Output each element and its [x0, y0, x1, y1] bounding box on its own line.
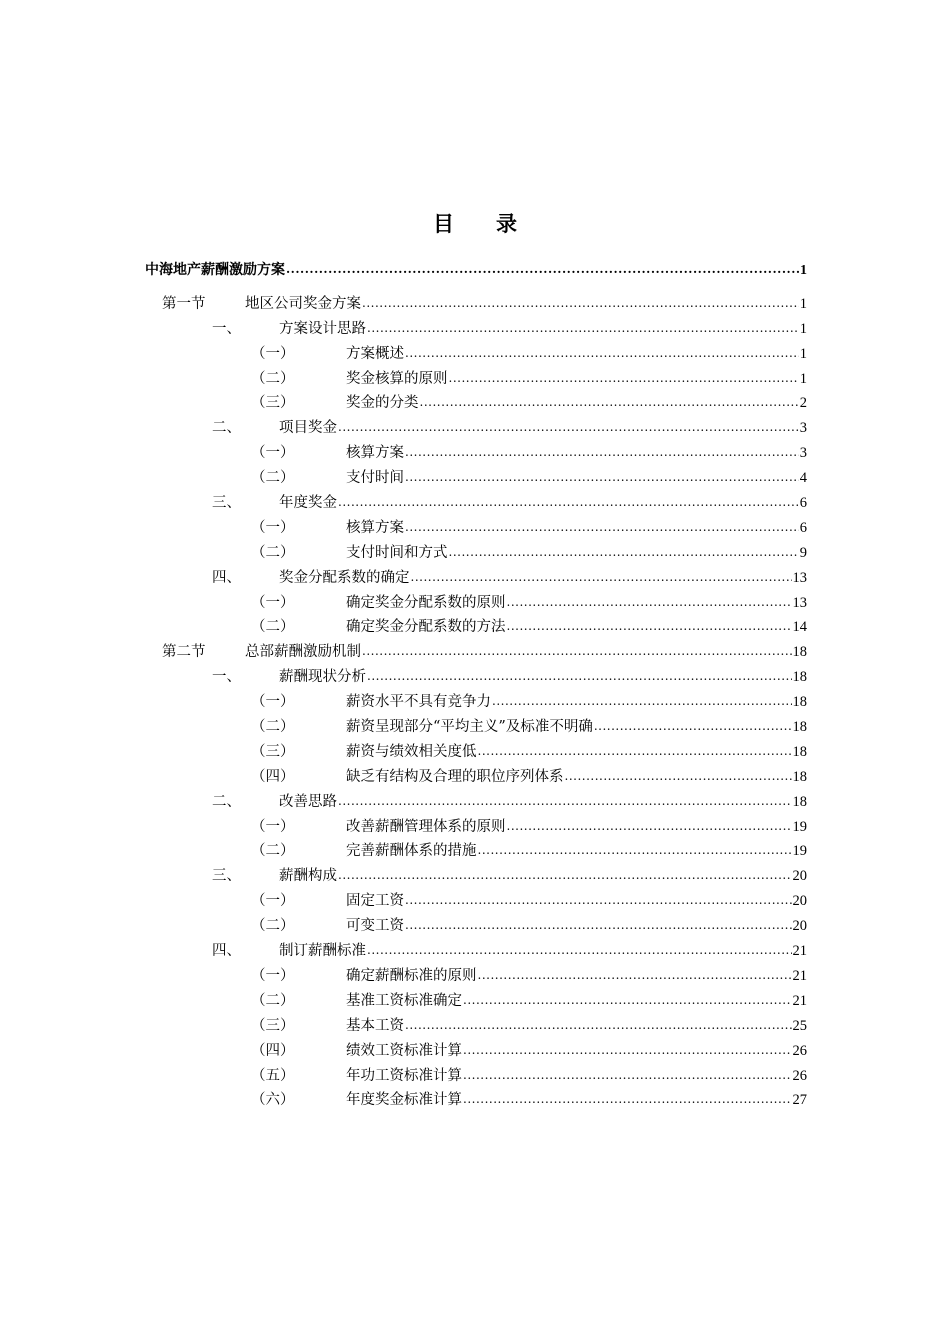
toc-page-number: 18	[792, 644, 807, 661]
toc-entry-title: 制订薪酬标准	[279, 943, 366, 960]
toc-dot-leader	[405, 1013, 792, 1038]
toc-entry[interactable]	[145, 1064, 807, 1089]
toc-entry[interactable]	[145, 864, 807, 889]
toc-entry[interactable]	[145, 466, 807, 491]
page-title	[0, 208, 950, 238]
toc-heading-entry[interactable]	[145, 258, 807, 283]
toc-entry[interactable]	[145, 416, 807, 441]
toc-dot-leader	[449, 366, 799, 391]
toc-entry[interactable]	[145, 690, 807, 715]
toc-page-number: 2	[799, 395, 807, 412]
toc-entry-number: （二）	[251, 719, 295, 736]
toc-entry[interactable]	[145, 839, 807, 864]
toc-dot-leader	[405, 465, 799, 490]
toc-entry-number: 三、	[212, 868, 241, 885]
toc-entry[interactable]	[145, 640, 807, 665]
toc-dot-leader	[492, 689, 792, 714]
toc-entry[interactable]	[145, 491, 807, 516]
toc-dot-leader	[507, 814, 792, 839]
toc-entry[interactable]	[145, 1088, 807, 1113]
toc-entry-title: 支付时间和方式	[346, 544, 448, 561]
title-char-2: 录	[496, 211, 517, 236]
toc-entry-number: （一）	[251, 594, 295, 611]
toc-page-number: 25	[792, 1017, 807, 1034]
toc-dot-leader	[405, 341, 799, 366]
toc-dot-leader	[478, 739, 792, 764]
toc-dot-leader	[367, 316, 799, 341]
toc-dot-leader	[411, 565, 792, 590]
toc-entry-title: 薪酬现状分析	[279, 669, 366, 686]
toc-entry-number: （五）	[251, 1067, 295, 1084]
toc-dot-leader	[405, 515, 799, 540]
toc-entry-number: （一）	[251, 345, 295, 362]
toc-entry-number: 第一节	[162, 295, 206, 312]
toc-entry-title: 缺乏有结构及合理的职位序列体系	[346, 768, 564, 785]
toc-dot-leader	[367, 664, 792, 689]
toc-entry[interactable]	[145, 541, 807, 566]
toc-entry-title: 核算方案	[346, 519, 404, 536]
toc-page-number: 3	[799, 445, 807, 462]
toc-dot-leader	[338, 415, 799, 440]
toc-entry[interactable]	[145, 591, 807, 616]
toc-page-number: 21	[792, 967, 807, 984]
toc-entry-number: （二）	[251, 370, 295, 387]
toc-entry[interactable]	[145, 391, 807, 416]
toc-dot-leader	[362, 291, 799, 316]
toc-entry-title: 薪资水平不具有竞争力	[346, 694, 491, 711]
toc-page-number: 20	[792, 893, 807, 910]
toc-page-number: 4	[799, 470, 807, 487]
title-char-1: 目	[433, 211, 454, 236]
toc-dot-leader	[478, 963, 792, 988]
toc-entry-title: 年功工资标准计算	[346, 1067, 462, 1084]
toc-entry-number: 四、	[212, 569, 241, 586]
toc-entry-number: 一、	[212, 669, 241, 686]
toc-page-number: 20	[792, 868, 807, 885]
toc-page-number: 21	[792, 943, 807, 960]
toc-entry-number: （二）	[251, 992, 295, 1009]
toc-entry-title: 年度奖金	[279, 495, 337, 512]
toc-dot-leader	[367, 938, 792, 963]
toc-entry[interactable]	[145, 964, 807, 989]
toc-page-number: 19	[792, 843, 807, 860]
toc-entry-number: 四、	[212, 943, 241, 960]
toc-entry-number: （二）	[251, 843, 295, 860]
toc-entry-title: 核算方案	[346, 445, 404, 462]
toc-page-number: 13	[792, 569, 807, 586]
table-of-contents	[145, 258, 807, 1113]
toc-page-number: 1	[799, 370, 807, 387]
toc-dot-leader	[362, 639, 792, 664]
toc-entry-title: 确定薪酬标准的原则	[346, 967, 477, 984]
toc-dot-leader	[338, 863, 792, 888]
toc-entry-title: 薪资呈现部分“平均主义”及标准不明确	[346, 719, 593, 736]
toc-dot-leader	[405, 913, 792, 938]
toc-dot-leader	[420, 390, 799, 415]
toc-entry-title: 完善薪酬体系的措施	[346, 843, 477, 860]
toc-entry[interactable]	[145, 665, 807, 690]
toc-dot-leader	[565, 764, 792, 789]
toc-dot-leader	[507, 614, 792, 639]
toc-entry[interactable]	[145, 815, 807, 840]
toc-entry-number: （二）	[251, 470, 295, 487]
toc-entry-title: 基准工资标准确定	[346, 992, 462, 1009]
toc-entry-title: 中海地产薪酬激励方案	[145, 262, 285, 278]
toc-entry[interactable]	[145, 1039, 807, 1064]
toc-page-number: 18	[792, 719, 807, 736]
toc-entry-title: 方案概述	[346, 345, 404, 362]
toc-entry[interactable]	[145, 989, 807, 1014]
toc-dot-leader	[478, 838, 792, 863]
toc-entry-title: 方案设计思路	[279, 320, 366, 337]
toc-page-number: 18	[792, 743, 807, 760]
toc-entry-title: 奖金的分类	[346, 395, 419, 412]
toc-dot-leader	[405, 888, 792, 913]
toc-entry[interactable]	[145, 765, 807, 790]
toc-page-number: 18	[792, 694, 807, 711]
toc-dot-leader	[286, 257, 799, 282]
toc-entry-number: （二）	[251, 544, 295, 561]
toc-page-number: 3	[799, 420, 807, 437]
toc-page-number: 1	[799, 345, 807, 362]
toc-entry[interactable]	[145, 1014, 807, 1039]
toc-entry-title: 改善思路	[279, 793, 337, 810]
toc-entry[interactable]	[145, 516, 807, 541]
toc-dot-leader	[463, 1038, 792, 1063]
toc-entry-title: 奖金分配系数的确定	[279, 569, 410, 586]
toc-entry-number: （一）	[251, 967, 295, 984]
toc-entry[interactable]	[145, 367, 807, 392]
toc-entry-number: 三、	[212, 495, 241, 512]
toc-page-number: 19	[792, 818, 807, 835]
toc-entry-number: （一）	[251, 893, 295, 910]
toc-dot-leader	[463, 988, 792, 1013]
toc-page-number: 21	[792, 992, 807, 1009]
toc-entry-title: 固定工资	[346, 893, 404, 910]
toc-entry-number: （二）	[251, 619, 295, 636]
toc-dot-leader	[338, 789, 792, 814]
toc-dot-leader	[338, 490, 799, 515]
toc-entry[interactable]	[145, 914, 807, 939]
toc-page-number: 14	[792, 619, 807, 636]
toc-page-number: 9	[799, 544, 807, 561]
toc-entry[interactable]	[145, 790, 807, 815]
toc-entry[interactable]	[145, 441, 807, 466]
toc-entry-title: 薪资与绩效相关度低	[346, 743, 477, 760]
toc-entry-title: 基本工资	[346, 1017, 404, 1034]
toc-page-number: 18	[792, 793, 807, 810]
toc-entry-title: 年度奖金标准计算	[346, 1092, 462, 1109]
toc-page-number: 13	[792, 594, 807, 611]
toc-entry-number: 二、	[212, 793, 241, 810]
toc-entry[interactable]	[145, 615, 807, 640]
toc-entry-title: 可变工资	[346, 918, 404, 935]
toc-page-number: 1	[800, 263, 807, 278]
toc-entry-number: （六）	[251, 1092, 295, 1109]
toc-page-number: 18	[792, 669, 807, 686]
toc-dot-leader	[507, 590, 792, 615]
toc-dot-leader	[463, 1087, 792, 1112]
toc-entry-title: 地区公司奖金方案	[245, 295, 361, 312]
toc-entry-number: （一）	[251, 694, 295, 711]
toc-entry[interactable]	[145, 715, 807, 740]
toc-page-number: 27	[792, 1092, 807, 1109]
toc-entry[interactable]	[145, 889, 807, 914]
toc-page-number: 18	[792, 768, 807, 785]
toc-entry-number: 二、	[212, 420, 241, 437]
toc-entry-title: 总部薪酬激励机制	[245, 644, 361, 661]
toc-entry-number: （四）	[251, 768, 295, 785]
toc-dot-leader	[405, 440, 799, 465]
toc-page-number: 1	[799, 295, 807, 312]
toc-entry[interactable]	[145, 342, 807, 367]
toc-entry[interactable]	[145, 292, 807, 317]
toc-entry-title: 绩效工资标准计算	[346, 1042, 462, 1059]
toc-entry[interactable]	[145, 740, 807, 765]
toc-entry-title: 确定奖金分配系数的方法	[346, 619, 506, 636]
toc-page-number: 26	[792, 1067, 807, 1084]
toc-entry[interactable]	[145, 317, 807, 342]
toc-entry-title: 支付时间	[346, 470, 404, 487]
toc-page-number: 6	[799, 519, 807, 536]
toc-entry-title: 奖金核算的原则	[346, 370, 448, 387]
toc-entry[interactable]	[145, 939, 807, 964]
toc-entry-number: （三）	[251, 395, 295, 412]
toc-entry-number: （三）	[251, 1017, 295, 1034]
toc-entry-title: 确定奖金分配系数的原则	[346, 594, 506, 611]
toc-entry-number: （四）	[251, 1042, 295, 1059]
toc-entry-number: （二）	[251, 918, 295, 935]
toc-entry-number: （一）	[251, 818, 295, 835]
toc-entry-number: 一、	[212, 320, 241, 337]
toc-dot-leader	[463, 1063, 792, 1088]
toc-entry-number: （三）	[251, 743, 295, 760]
toc-dot-leader	[594, 714, 792, 739]
toc-entry-number: （一）	[251, 445, 295, 462]
toc-entry-title: 项目奖金	[279, 420, 337, 437]
toc-dot-leader	[449, 540, 799, 565]
toc-entry-title: 薪酬构成	[279, 868, 337, 885]
toc-entry-title: 改善薪酬管理体系的原则	[346, 818, 506, 835]
toc-page-number: 26	[792, 1042, 807, 1059]
toc-entry-number: （一）	[251, 519, 295, 536]
toc-page-number: 6	[799, 495, 807, 512]
toc-entry[interactable]	[145, 566, 807, 591]
toc-entry-number: 第二节	[162, 644, 206, 661]
toc-page-number: 20	[792, 918, 807, 935]
toc-page-number: 1	[799, 320, 807, 337]
